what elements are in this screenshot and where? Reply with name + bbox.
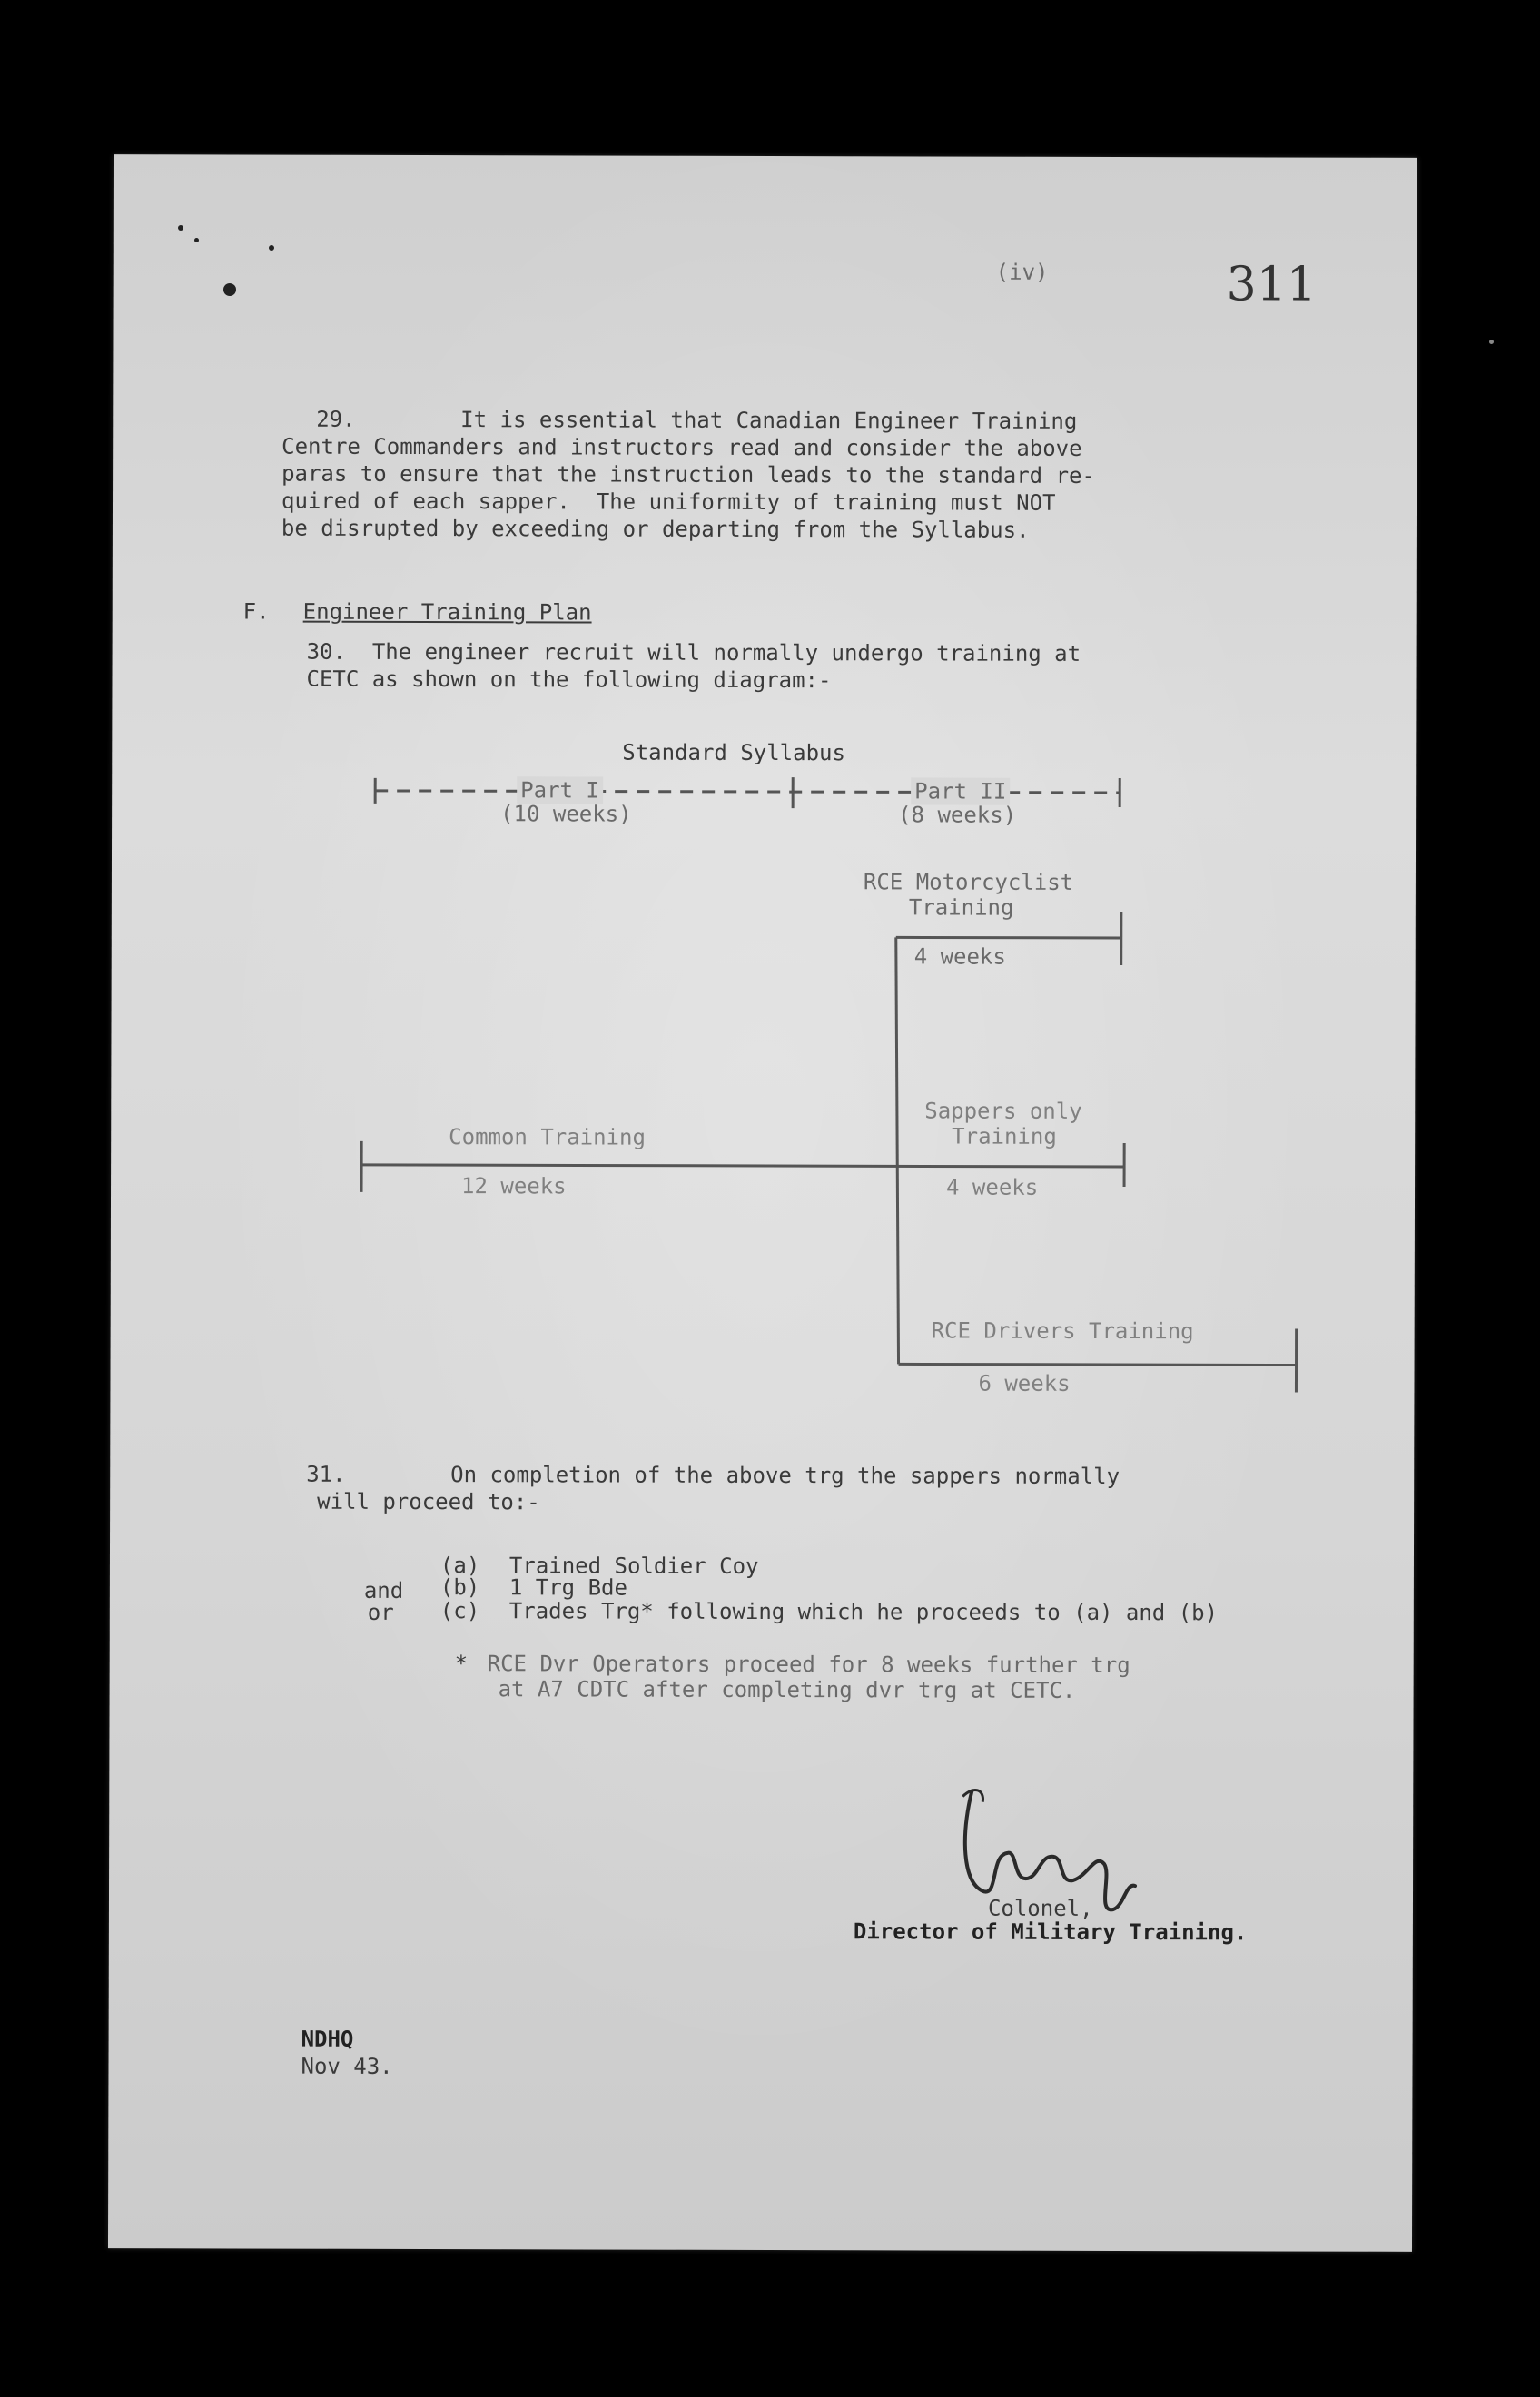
list-text: 1 Trg Bde [508, 1574, 627, 1601]
scan-speck [1489, 340, 1494, 344]
drivers-label: RCE Drivers Training [931, 1317, 1194, 1345]
para29-line: 29. It is essential that Canadian Engineer Training [316, 406, 1078, 434]
para29-line: paras to ensure that the instruction leads to the standard re- [281, 460, 1095, 488]
drivers-bar [899, 1364, 1297, 1365]
section-letter: F. [242, 598, 270, 625]
section-heading: Engineer Training Plan [302, 598, 592, 626]
page-number: (iv) [995, 259, 1049, 285]
part2-label: Part II [911, 777, 1010, 804]
signatory-title: Director of Military Training. [853, 1919, 1248, 1946]
signature-text [990, 1828, 1159, 1873]
scan-speck [223, 283, 236, 296]
para29-line: be disrupted by exceeding or departing from the Syllabus. [281, 515, 1030, 543]
document-page [108, 154, 1417, 2252]
list-conjunction: and [363, 1577, 404, 1603]
footnote-mark: * [454, 1651, 469, 1677]
para29-line: Centre Commanders and instructors read and consider the above [281, 433, 1082, 461]
para31-line: 31. On completion of the above trg the sappers normally [306, 1461, 1120, 1490]
list-marker: (a) [439, 1553, 480, 1579]
scan-speck [269, 245, 274, 251]
sappers-duration: 4 weeks [946, 1174, 1039, 1200]
footnote-line: at A7 CDTC after completing dvr trg at CETC. [498, 1676, 1076, 1703]
list-text: Trades Trg* following which he proceeds to (a) and (b) [508, 1598, 1219, 1626]
footer-origin: NDHQ [301, 2026, 354, 2052]
scan-speck [194, 238, 199, 242]
syllabus-title: Standard Syllabus [622, 739, 845, 766]
part1-label: Part I [517, 776, 603, 804]
list-marker: (b) [439, 1574, 480, 1601]
para30-line: 30. The engineer recruit will normally undergo training at [306, 638, 1081, 666]
motorcyclist-bar [896, 937, 1121, 938]
footer-date: Nov 43. [301, 2053, 393, 2079]
signatory-rank: Colonel, [987, 1895, 1093, 1921]
motorcyclist-label: Training [908, 894, 1014, 921]
para30-line: CETC as shown on the following diagram:- [306, 666, 832, 694]
motorcyclist-duration: 4 weeks [913, 943, 1006, 970]
branch-vertical-line [895, 937, 900, 1364]
part1-duration: (10 weeks) [500, 801, 632, 827]
common-training-duration: 12 weeks [461, 1173, 567, 1199]
sappers-label: Sappers only [924, 1098, 1082, 1124]
drivers-duration: 6 weeks [978, 1370, 1071, 1396]
list-conjunction: or [367, 1599, 394, 1625]
list-text: Trained Soldier Coy [508, 1553, 759, 1579]
sappers-label: Training [952, 1123, 1057, 1149]
para29-line: quired of each sapper. The uniformity of training must NOT [281, 488, 1056, 516]
para31-line: will proceed to:- [317, 1488, 540, 1515]
scan-speck [178, 225, 183, 231]
folio-number: 311 [1226, 257, 1317, 312]
common-training-bar [361, 1165, 1124, 1167]
list-marker: (c) [439, 1598, 480, 1624]
motorcyclist-label: RCE Motorcyclist [863, 869, 1074, 895]
footnote-line: RCE Dvr Operators proceed for 8 weeks further trg [487, 1651, 1130, 1679]
part2-duration: (8 weeks) [898, 802, 1017, 828]
common-training-label: Common Training [449, 1124, 646, 1150]
